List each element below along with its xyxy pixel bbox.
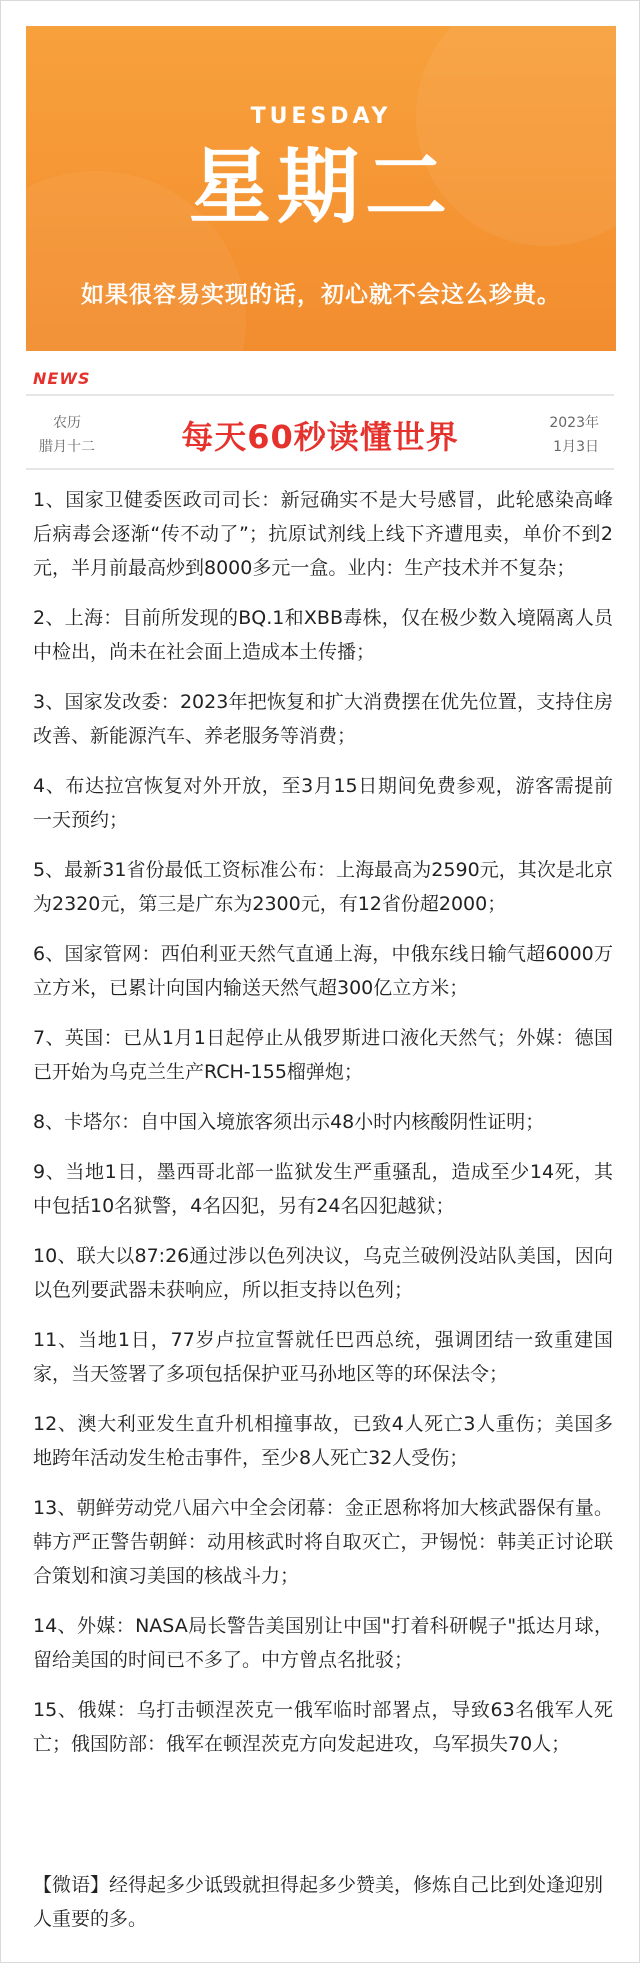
news-item: 10、联大以87:26通过涉以色列决议，乌克兰破例没站队美国，因向以色列要武器未获响应，所以拒支持以色列； (33, 1245, 613, 1301)
divider (26, 394, 614, 396)
news-item: 2、上海：目前所发现的BQ.1和XBB毒株，仅在极少数入境隔离人员中检出，尚未在社会面上造成本土传播； (33, 607, 613, 663)
news-item: 1、国家卫健委医政司司长：新冠确实不是大号感冒，此轮感染高峰后病毒会逐渐“传不动了”；抗原试剂线上线下齐遭甩卖，单价不到2元，半月前最高炒到8000多元一盒。业内：生产技术并不复杂； (33, 489, 613, 579)
daily-quote: 【微语】经得起多少诋毁就担得起多少赞美，修炼自己比到处逢迎别人重要的多。 (33, 1874, 604, 1930)
lunar-date: 腊月十二 (39, 439, 95, 455)
news-item: 11、当地1日，77岁卢拉宣誓就任巴西总统，强调团结一致重建国家，当天签署了多项包括保护亚马孙地区等的环保法令； (33, 1329, 613, 1385)
lunar-label: 农历 (53, 415, 81, 431)
news-tag: NEWS (33, 369, 91, 388)
news-item: 4、布达拉宫恢复对外开放，至3月15日期间免费参观，游客需提前一天预约； (33, 775, 613, 831)
news-item: 6、国家管网：西伯利亚天然气直通上海，中俄东线日输气超6000万立方米，已累计向国内输送天然气超300亿立方米； (33, 943, 613, 999)
news-item: 3、国家发改委：2023年把恢复和扩大消费摆在优先位置，支持住房改善、新能源汽车、养老服务等消费； (33, 691, 613, 747)
page-title: 每天60秒读懂世界 (181, 418, 459, 456)
gregorian-date-block (549, 411, 599, 459)
news-item: 8、卡塔尔：自中国入境旅客须出示48小时内核酸阴性证明； (33, 1111, 545, 1133)
weekday-chinese: 星期二 (188, 140, 453, 235)
news-item: 15、俄媒：乌打击顿涅茨克一俄军临时部署点，导致63名俄军人死亡；俄国防部：俄军在顿涅茨克方向发起进攻，乌军损失70人； (33, 1699, 613, 1755)
divider (26, 468, 614, 470)
news-item: 5、最新31省份最低工资标准公布：上海最高为2590元，其次是北京为2320元，第三是广东为2300元，有12省份超2000； (33, 859, 613, 915)
news-item: 7、英国：已从1月1日起停止从俄罗斯进口液化天然气；外媒：德国已开始为乌克兰生产RCH-155榴弹炮； (33, 1027, 613, 1083)
news-item: 13、朝鲜劳动党八届六中全会闭幕：金正恩称将加大核武器保有量。韩方严正警告朝鲜：动用核武时将自取灭亡，尹锡悦：韩美正讨论联合策划和演习美国的核战斗力； (33, 1497, 613, 1587)
weekday-english: TUESDAY (250, 104, 392, 129)
news-item: 12、澳大利亚发生直升机相撞事故，已致4人死亡3人重伤；美国多地跨年活动发生枪击事件，至少8人死亡32人受伤； (33, 1413, 613, 1469)
news-item: 9、当地1日，墨西哥北部一监狱发生严重骚乱，造成至少14死，其中包括10名狱警，4名囚犯，另有24名囚犯越狱； (33, 1161, 613, 1217)
header-banner (26, 26, 616, 351)
date-day: 1月3日 (553, 439, 599, 455)
news-list (33, 483, 613, 1777)
news-item: 14、外媒：NASA局长警告美国别让中国"打着科研幌子"抵达月球，留给美国的时间已不多了。中方曾点名批驳； (33, 1615, 613, 1671)
date-year: 2023年 (549, 415, 599, 431)
banner-motto: 如果很容易实现的话，初心就不会这么珍贵。 (81, 282, 561, 308)
